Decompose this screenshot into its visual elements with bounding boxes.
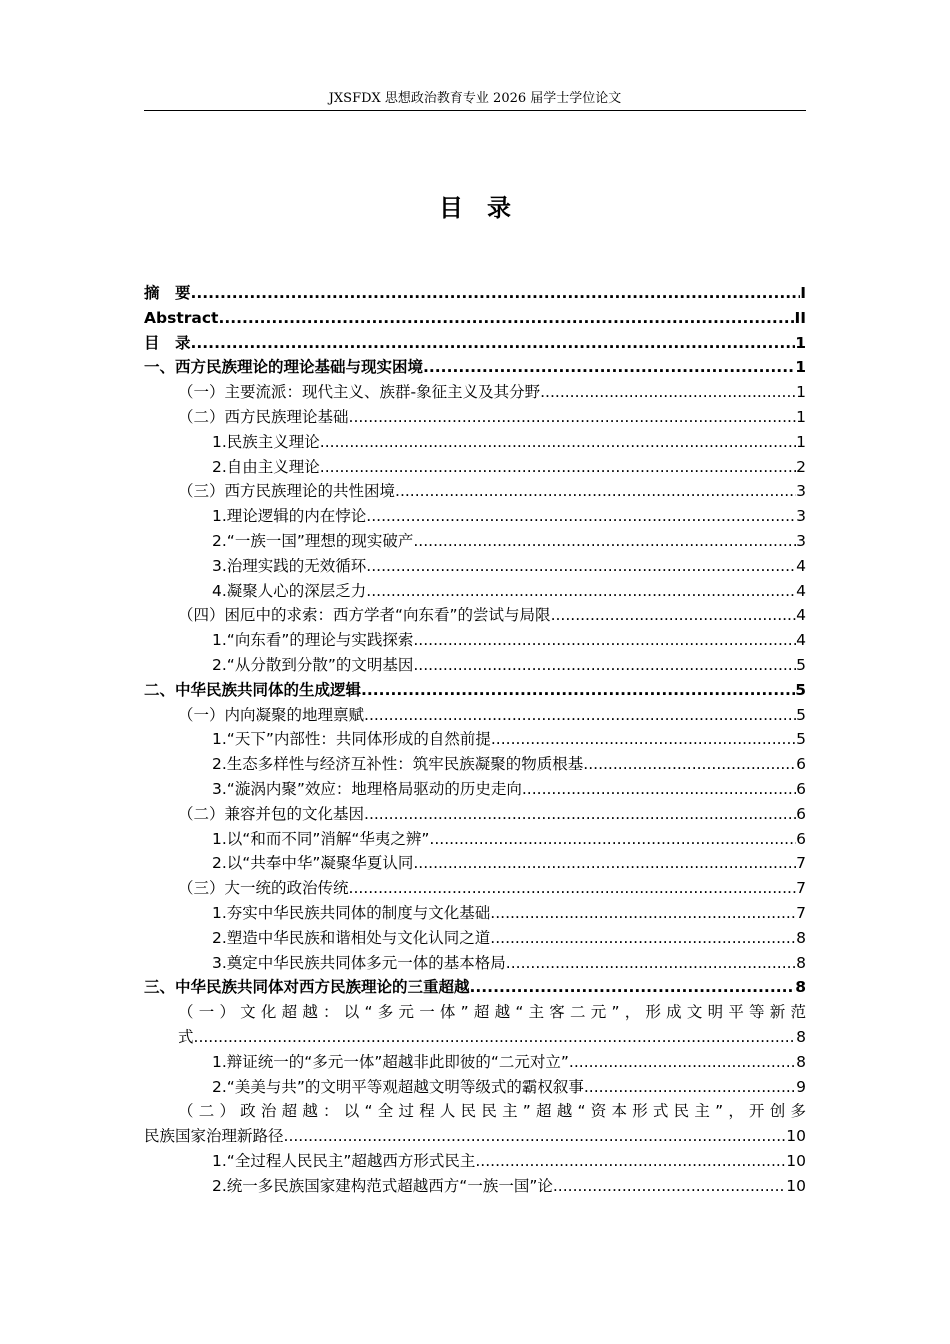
toc-page-number: 5 (796, 730, 806, 749)
toc-page-number: I (800, 284, 806, 302)
dot-leader (395, 479, 796, 504)
toc-entry-label: （三）大一统的政治传统 (178, 879, 349, 898)
dot-leader (191, 281, 801, 306)
toc-entry-label: 1.辩证统一的“多元一体”超越非此即彼的“二元对立” (212, 1052, 569, 1071)
toc-entry[interactable] (144, 405, 806, 430)
toc-page-number: 4 (796, 556, 806, 575)
toc-page-number: 3 (796, 482, 806, 501)
toc-entry[interactable] (144, 926, 806, 951)
toc-page-number: 7 (796, 903, 806, 922)
dot-leader (491, 727, 796, 752)
dot-leader (475, 1149, 786, 1174)
dot-leader (506, 951, 796, 976)
toc-page-number: 1 (795, 333, 806, 352)
toc-entry[interactable] (144, 901, 806, 926)
toc-page-number: 4 (796, 606, 806, 625)
toc-page-number: 4 (796, 581, 806, 600)
toc-entry-label: 1.理论逻辑的内在悖论 (212, 507, 367, 526)
dot-leader (551, 603, 797, 628)
dot-leader (583, 752, 796, 777)
toc-entry[interactable] (144, 380, 806, 405)
toc-entry[interactable] (144, 777, 806, 802)
toc-entry[interactable] (144, 554, 806, 579)
toc-entry-label: 1.夯实中华民族共同体的制度与文化基础 (212, 903, 491, 922)
toc-page-number: 8 (796, 953, 806, 972)
toc-page-number: II (794, 308, 806, 327)
toc-page-number: 6 (796, 804, 806, 823)
toc-entry[interactable] (144, 678, 806, 703)
toc-page-number: 8 (795, 978, 806, 997)
toc-entry[interactable] (144, 653, 806, 678)
toc-entry[interactable] (144, 876, 806, 901)
dot-leader (413, 628, 796, 653)
toc-entry-label: Abstract (144, 308, 219, 327)
toc-entry[interactable] (144, 727, 806, 752)
toc-page-number: 5 (795, 680, 806, 699)
dot-leader (522, 777, 796, 802)
toc-entry[interactable] (144, 1149, 806, 1174)
dot-leader (569, 1050, 796, 1075)
dot-leader (366, 554, 796, 579)
toc-page-number: 1 (796, 432, 806, 451)
toc-entry-label: 民族国家治理新路径 (144, 1127, 284, 1146)
toc-entry[interactable] (144, 1174, 806, 1199)
toc-entry-label: （二）政治超越：以“全过程人民民主”超越“资本形式民主”，开创多 (178, 1102, 806, 1121)
toc-page-number: 5 (796, 705, 806, 724)
toc-page-number: 10 (786, 1176, 806, 1195)
dot-leader (349, 405, 797, 430)
toc-entry-label: 2.塑造中华民族和谐相处与文化认同之道 (212, 928, 491, 947)
toc-entry-wrapped-first-line[interactable] (144, 1099, 806, 1124)
toc-entry[interactable] (144, 281, 806, 306)
toc-entry[interactable] (144, 1050, 806, 1075)
toc-page-number: 9 (796, 1077, 806, 1096)
toc-entry[interactable] (144, 628, 806, 653)
toc-entry[interactable] (144, 703, 806, 728)
toc-page-number: 4 (796, 631, 806, 650)
toc-entry[interactable] (144, 1025, 806, 1050)
toc-page-number: 10 (786, 1127, 806, 1146)
toc-entry[interactable] (144, 802, 806, 827)
toc-entry[interactable] (144, 851, 806, 876)
dot-leader (490, 926, 796, 951)
toc-entry[interactable] (144, 529, 806, 554)
toc-entry[interactable] (144, 752, 806, 777)
toc-entry[interactable] (144, 455, 806, 480)
dot-leader (191, 331, 796, 356)
toc-entry[interactable] (144, 951, 806, 976)
table-of-contents (144, 281, 806, 1198)
toc-entry[interactable] (144, 504, 806, 529)
toc-page-number: 3 (796, 507, 806, 526)
toc-entry[interactable] (144, 1075, 806, 1100)
toc-entry-label: 3.奠定中华民族共同体多元一体的基本格局 (212, 953, 506, 972)
toc-entry[interactable] (144, 306, 806, 331)
dot-leader (413, 653, 796, 678)
dot-leader (361, 678, 795, 703)
toc-entry[interactable] (144, 827, 806, 852)
toc-page-number: 6 (796, 755, 806, 774)
dot-leader (320, 455, 796, 480)
toc-page-number: 7 (796, 879, 806, 898)
toc-entry-label: 式 (178, 1027, 194, 1046)
toc-entry-wrapped-first-line[interactable] (144, 1000, 806, 1025)
toc-entry-label: 目 录 (144, 333, 191, 352)
dot-leader (218, 306, 794, 331)
toc-entry-label: 摘 要 (144, 284, 191, 302)
dot-leader (413, 851, 796, 876)
dot-leader (366, 504, 796, 529)
toc-page-number: 5 (796, 655, 806, 674)
toc-page-number: 8 (796, 928, 806, 947)
dot-leader (194, 1025, 797, 1050)
dot-leader (364, 703, 796, 728)
dot-leader (413, 529, 796, 554)
toc-entry-label: 3.“漩涡内聚”效应：地理格局驱动的历史走向 (212, 779, 522, 798)
toc-title: 目录 (439, 194, 535, 222)
dot-leader (429, 827, 796, 852)
toc-page-number: 1 (796, 383, 806, 402)
toc-entry[interactable] (144, 430, 806, 455)
toc-entry-label: （三）西方民族理论的共性困境 (178, 482, 396, 501)
toc-page-number: 8 (796, 1027, 806, 1046)
toc-entry[interactable] (144, 355, 806, 380)
toc-entry-label: 4.凝聚人心的深层乏力 (212, 581, 367, 600)
dot-leader (423, 355, 795, 380)
toc-entry-label: 二、中华民族共同体的生成逻辑 (144, 680, 362, 699)
toc-entry[interactable] (144, 479, 806, 504)
toc-entry-label: 2.以“共奉中华”凝聚华夏认同 (212, 854, 414, 873)
toc-page-number: 1 (795, 358, 806, 377)
running-header: JXSFDX 思想政治教育专业 2026 届学士学位论文 (328, 91, 622, 106)
toc-entry-label: （四）困厄中的求索：西方学者“向东看”的尝试与局限 (178, 606, 551, 625)
toc-page-number: 2 (796, 457, 806, 476)
toc-page-number: 6 (796, 829, 806, 848)
dot-leader (366, 579, 796, 604)
toc-page-number: 8 (796, 1052, 806, 1071)
toc-page-number: 7 (796, 854, 806, 873)
toc-entry-label: 2.“美美与共”的文明平等观超越文明等级式的霸权叙事 (212, 1077, 584, 1096)
toc-entry[interactable] (144, 1124, 806, 1149)
dot-leader (540, 380, 796, 405)
toc-entry-label: 1.以“和而不同”消解“华夷之辨” (212, 829, 430, 848)
toc-entry-label: 1.“向东看”的理论与实践探索 (212, 631, 414, 650)
dot-leader (320, 430, 796, 455)
toc-entry-label: （二）兼容并包的文化基因 (178, 804, 365, 823)
dot-leader (349, 876, 797, 901)
toc-entry[interactable] (144, 579, 806, 604)
toc-entry-label: （一）主要流派：现代主义、族群-象征主义及其分野 (178, 383, 541, 402)
toc-page-number: 6 (796, 779, 806, 798)
toc-entry-label: 一、西方民族理论的理论基础与现实困境 (144, 358, 424, 377)
toc-entry-label: 1.“天下”内部性：共同体形成的自然前提 (212, 730, 491, 749)
toc-entry-label: 2.“从分散到分散”的文明基因 (212, 655, 414, 674)
toc-entry-label: （二）西方民族理论基础 (178, 407, 349, 426)
toc-entry[interactable] (144, 331, 806, 356)
toc-entry[interactable] (144, 975, 806, 1000)
dot-leader (584, 1075, 796, 1100)
toc-entry-label: 三、中华民族共同体对西方民族理论的三重超越 (144, 978, 470, 997)
dot-leader (364, 802, 796, 827)
toc-entry-label: 3.治理实践的无效循环 (212, 556, 367, 575)
toc-entry-label: 2.“一族一国”理想的现实破产 (212, 531, 414, 550)
toc-page-number: 10 (786, 1151, 806, 1170)
toc-entry[interactable] (144, 603, 806, 628)
dot-leader (284, 1124, 787, 1149)
toc-entry-label: （一）文化超越：以“多元一体”超越“主客二元”，形成文明平等新范 (178, 1003, 806, 1022)
toc-entry-label: （一）内向凝聚的地理禀赋 (178, 705, 365, 724)
toc-entry-label: 2.自由主义理论 (212, 457, 320, 476)
dot-leader (553, 1174, 786, 1199)
toc-entry-label: 2.统一多民族国家建构范式超越西方“一族一国”论 (212, 1176, 553, 1195)
toc-entry-label: 2.生态多样性与经济互补性：筑牢民族凝聚的物质根基 (212, 755, 584, 774)
dot-leader (470, 975, 796, 1000)
toc-page-number: 1 (796, 407, 806, 426)
dot-leader (490, 901, 796, 926)
header-rule (144, 110, 806, 111)
toc-entry-label: 1.民族主义理论 (212, 432, 320, 451)
toc-entry-label: 1.“全过程人民民主”超越西方形式民主 (212, 1151, 476, 1170)
toc-page-number: 3 (796, 531, 806, 550)
